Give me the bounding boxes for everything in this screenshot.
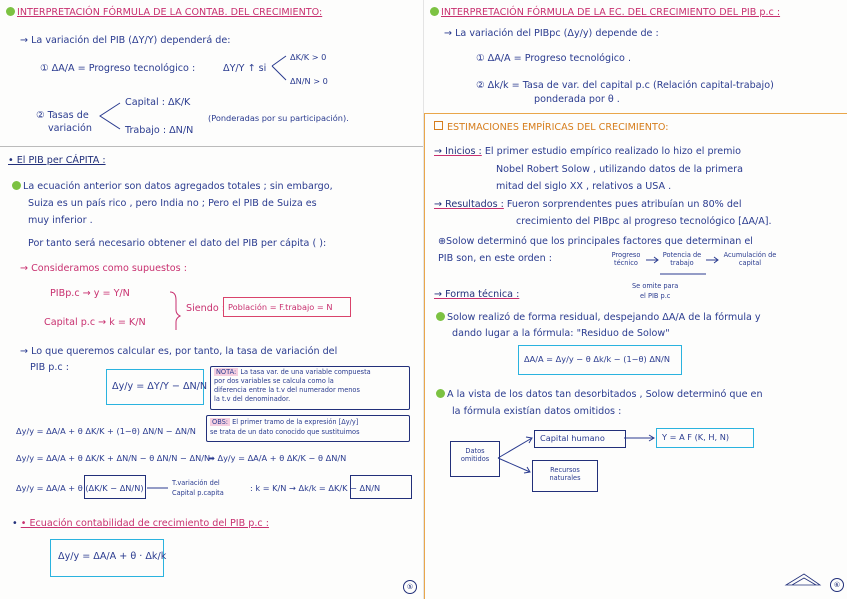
item2-capital: Capital : ΔK/K (125, 97, 191, 108)
supuestos-line: → Consideramos como supuestos : (20, 263, 187, 274)
left-heading-2: • El PIB per CÁPITA : (8, 155, 106, 166)
equation-2-result: ➡ Δy/y = ΔA/A + θ ΔK/K − θ ΔN/N (208, 453, 347, 463)
doodle-icon (786, 574, 820, 585)
plus-circle-icon: ⊕ (438, 236, 447, 247)
solow1-line-a: ⊕Solow determinó que los principales factores que determinan el (438, 236, 753, 247)
factor-note-a: Se omite para (632, 282, 679, 290)
inicios-line-c: mitad del siglo XX , relativos a USA . (496, 181, 672, 192)
paragraph-line-c: muy inferior . (28, 215, 93, 226)
final-equation: Δy/y = ΔA/A + θ · Δk/k (58, 551, 167, 562)
right-page-number: ⑥ (830, 578, 844, 592)
right-heading-1: INTERPRETACIÓN FÓRMULA DE LA EC. DEL CRECIMIENTO DEL PIB p.c : (430, 7, 780, 19)
capital-pc-def: Capital p.c → k = K/N (44, 317, 146, 328)
residuo-equation: ΔA/A = Δy/y − θ Δk/k − (1−θ) ΔN/N (524, 354, 670, 364)
capital-humano-text: Capital humano (540, 433, 605, 443)
paragraph-line-b: Suiza es un país rico , pero India no ; Pero el PIB de Suiza es (28, 198, 317, 209)
item2-trabajo: Trabajo : ΔN/N (125, 125, 194, 136)
nota-line-b: por dos variables se calcula como la (214, 377, 334, 385)
calc-line-a: → Lo que queremos calcular es, por tanto, la tasa de variación del (20, 346, 338, 357)
nota-line-a: NOTA: La tasa var. de una variable compuesta (216, 368, 371, 376)
eq3-note-b: Capital p.capita (172, 489, 224, 497)
equation-3: Δy/y = ΔA/A + θ (ΔK/K − ΔN/N) (16, 483, 144, 493)
left-page-number: ⑤ (403, 580, 417, 594)
nota-line-d: la t.v del denominador. (214, 395, 291, 403)
datos-omitidos-text: Datos omitidos (460, 447, 490, 463)
left-bracket-arrows-icon (0, 0, 423, 599)
right-diagram-arrows-icon (424, 0, 847, 599)
item1-dy: ΔY/Y ↑ si (223, 63, 267, 74)
factor-note-b: el PIB p.c (640, 292, 671, 300)
solow3-line-b: la fórmula existían datos omitidos : (452, 406, 622, 417)
inicios-line-a: → Inicios : El primer estudio empírico realizado lo hizo el premio (434, 146, 742, 157)
inicios-line-b: Nobel Robert Solow , utilizando datos de la primera (496, 164, 743, 175)
right-item1: ① ΔA/A = Progreso tecnológico . (476, 53, 631, 64)
item2-label-b: variación (48, 123, 92, 134)
right-heading-2: ESTIMACIONES EMPÍRICAS DEL CRECIMIENTO: (434, 121, 668, 134)
resultados-line-b: crecimiento del PIBpc al progreso tecnológico [ΔA/A]. (516, 216, 772, 227)
item2-note: (Ponderadas por su participación). (208, 113, 349, 123)
recursos-text: Recursos naturales (549, 466, 581, 482)
nota-line-c: diferencia entre la t.v del numerador menos (214, 386, 360, 394)
calc-line-b: PIB p.c : (30, 362, 69, 373)
right-item2-a: ② Δk/k = Tasa de var. del capital p.c (Relación capital-trabajo) (476, 80, 774, 91)
equation-2: Δy/y = ΔA/A + θ ΔK/K + ΔN/N − θ ΔN/N − ΔN/N (16, 453, 211, 463)
paragraph-line-d: Por tanto será necesario obtener el dato del PIB per cápita ( ): (28, 238, 327, 249)
obs-line-a: OBS: El primer tramo de la expresión [Δy/y] (212, 418, 359, 426)
item1-dk: ΔK/K > 0 (290, 52, 327, 62)
equation-1: Δy/y = ΔA/A + θ ΔK/K + (1−θ) ΔN/N − ΔN/N (16, 426, 196, 436)
factor-capital: Acumulación de capital (723, 251, 777, 267)
item1-tech-progress: ① ΔA/A = Progreso tecnológico : (40, 63, 196, 74)
pib-pc-def: PIBp.c → y = Y/N (50, 288, 130, 299)
item1-dn: ΔN/N > 0 (290, 76, 328, 86)
left-variacion-line: → La variación del PIB (ΔY/Y) dependerá de: (20, 35, 231, 46)
equation-3-result: : k = K/N → Δk/k = ΔK/K − ΔN/N (250, 483, 381, 493)
solow3-line-a: A la vista de los datos tan desorbitados , Solow determinó que en (436, 389, 763, 401)
factor-progreso: Progreso técnico (611, 251, 641, 267)
solow2-line-a: Solow realizó de forma residual, despejando ΔA/A de la fórmula y (436, 312, 761, 324)
poblacion-text: Población = F.trabajo = N (228, 302, 333, 312)
right-variacion-line: → La variación del PIBpc (Δy/y) depende de : (444, 28, 659, 39)
solow2-line-b: dando lugar a la fórmula: "Residuo de Solow" (452, 328, 670, 339)
paragraph-line-a: La ecuación anterior son datos agregados totales ; sin embargo, (12, 181, 333, 193)
func-text: Y = A F (K, H, N) (662, 432, 730, 442)
forma-tecnica-label: → Forma técnica : (434, 289, 520, 300)
obs-line-b: se trata de un dato conocido que sustituimos (210, 428, 360, 436)
left-heading-1: INTERPRETACIÓN FÓRMULA DE LA CONTAB. DEL CRECIMIENTO: (6, 7, 322, 19)
eq3-note-a: T.variación del (172, 479, 220, 487)
right-notebook-page (424, 0, 847, 599)
item2-label-a: ② Tasas de (36, 110, 89, 121)
right-item2-b: ponderada por θ . (534, 94, 620, 105)
factor-trabajo: Potencia de trabajo (662, 251, 702, 267)
left-heading-3: • • Ecuación contabilidad de crecimiento del PIB p.c : (12, 518, 269, 529)
eq-box-text: Δy/y = ΔY/Y − ΔN/N (112, 381, 208, 392)
resultados-line-a: → Resultados : Fueron sorprendentes pues atribuían un 80% del (434, 199, 742, 210)
siendo-label: Siendo : (186, 303, 225, 314)
solow1-line-b: PIB son, en este orden : (438, 253, 552, 264)
